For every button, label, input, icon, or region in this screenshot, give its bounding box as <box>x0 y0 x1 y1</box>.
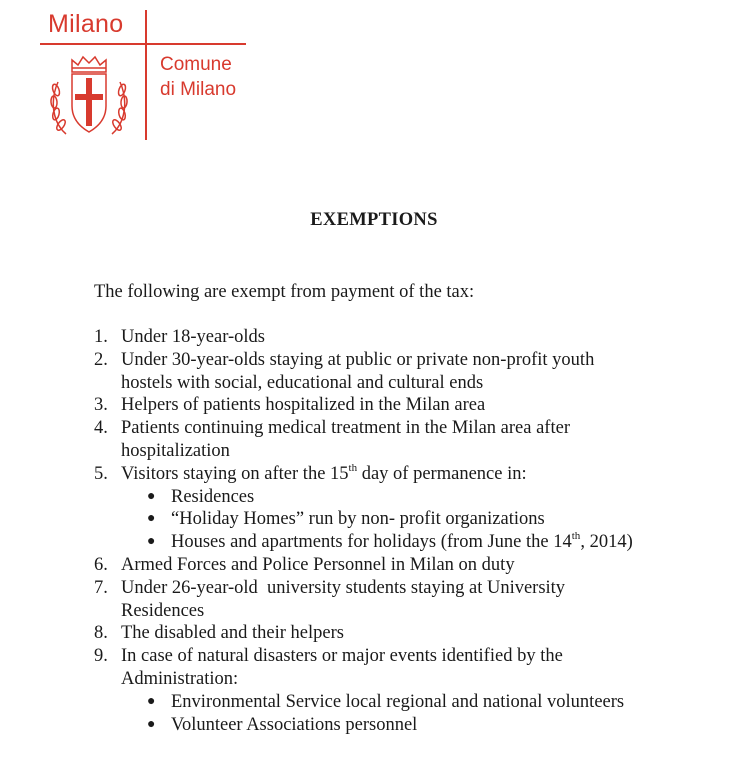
item-text-before: Visitors staying on after the 15 <box>121 463 349 484</box>
sub-item-text: Volunteer Associations personnel <box>171 714 418 735</box>
logo-city-name: Milano <box>48 10 124 38</box>
item-number: 5. <box>94 463 108 484</box>
list-item <box>94 622 734 645</box>
sub-item-text-before: Houses and apartments for holidays (from June the 14 <box>171 532 572 553</box>
sub-list-item <box>121 531 734 554</box>
bullet-icon: ● <box>147 488 156 504</box>
list-item <box>94 417 734 463</box>
logo-vertical-rule <box>145 10 147 140</box>
item-text: Under 30-year-olds staying at public or private non-profit youth <box>121 349 595 370</box>
sub-item-text-after: , 2014) <box>580 532 633 553</box>
bullet-icon: ● <box>147 534 156 550</box>
item-text: Under 26-year-old university students staying at University <box>121 577 566 598</box>
item-text: Under 18-year-olds <box>121 327 265 347</box>
sub-item-text: Residences <box>171 486 255 507</box>
coat-of-arms-icon <box>48 54 130 140</box>
sub-list <box>121 486 734 554</box>
item-number: 3. <box>94 395 108 416</box>
bullet-icon: ● <box>147 511 156 527</box>
item-text-continued: Residences <box>121 600 205 621</box>
item-number: 6. <box>94 554 108 575</box>
item-text: In case of natural disasters or major events identified by the <box>121 646 563 667</box>
item-text-continued: hostels with social, educational and cultural ends <box>121 372 484 393</box>
logo-horizontal-rule <box>40 43 246 45</box>
ordinal-suffix: th <box>348 461 358 474</box>
item-text: Patients continuing medical treatment in the Milan area after <box>121 418 570 439</box>
item-text <box>121 463 734 486</box>
sub-list <box>121 691 734 737</box>
item-number: 4. <box>94 418 108 439</box>
logo-comune-line2: di Milano <box>160 79 237 100</box>
logo-comune-text <box>160 52 236 102</box>
bullet-icon: ● <box>147 693 156 709</box>
item-number: 9. <box>94 646 108 667</box>
item-text: Armed Forces and Police Personnel in Milan on duty <box>121 554 515 575</box>
bullet-icon: ● <box>147 716 156 732</box>
page-title: EXEMPTIONS <box>310 210 438 230</box>
logo-comune-line1: Comune <box>160 54 232 75</box>
item-text-after: day of permanence in: <box>357 463 527 484</box>
sub-list-item <box>121 714 734 737</box>
item-number: 7. <box>94 577 108 598</box>
list-item <box>94 645 734 736</box>
item-text: Helpers of patients hospitalized in the Milan area <box>121 395 486 416</box>
list-item <box>94 577 734 623</box>
sub-list-item <box>121 508 734 531</box>
list-item <box>94 463 734 554</box>
exemptions-list <box>94 326 734 736</box>
item-text-continued: Administration: <box>121 668 239 689</box>
item-text-continued: hospitalization <box>121 440 230 461</box>
list-item <box>94 394 734 417</box>
item-text: The disabled and their helpers <box>121 623 344 644</box>
list-item <box>94 326 734 349</box>
item-number: 8. <box>94 623 108 644</box>
item-number: 1. <box>94 327 108 347</box>
item-number: 2. <box>94 349 108 370</box>
list-item <box>94 554 734 577</box>
sub-list-item <box>121 486 734 509</box>
list-item <box>94 349 734 395</box>
intro-text: The following are exempt from payment of the tax: <box>94 282 475 302</box>
sub-item-text: “Holiday Homes” run by non- profit organizations <box>171 509 545 530</box>
sub-list-item <box>121 691 734 714</box>
ordinal-suffix: th <box>571 530 581 543</box>
sub-item-text: Environmental Service local regional and national volunteers <box>171 691 625 712</box>
comune-di-milano-logo <box>0 0 260 145</box>
